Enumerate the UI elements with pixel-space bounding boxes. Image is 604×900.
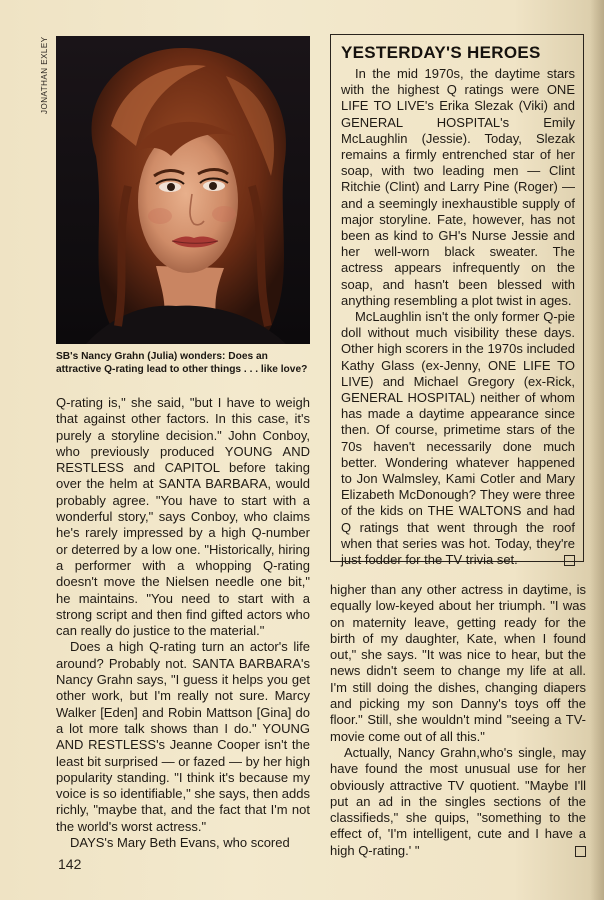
portrait-illustration	[56, 36, 310, 344]
portrait-photo	[56, 36, 310, 344]
article-paragraph: Does a high Q-rating turn an actor's life around? Probably not. SANTA BARBARA's Nancy Grahn says, "I guess it helps you get other work, but I'm really not sure. Marcy Walker [Eden] and Robin Mattson [Gina] do a lot more talk shows than I do." YOUNG AND RESTLESS's Jeanne Cooper isn't the least bit surprised — or fazed — by her high popularity standing. "I think it's because my voice is so identifiable," she says, then adds richly, "maybe that, and the fact that I'm not the world's worst actress."	[56, 639, 310, 834]
page-edge-shadow	[590, 0, 604, 900]
photo-caption: SB's Nancy Grahn (Julia) wonders: Does an attractive Q-rating lead to other things . . . like love?	[56, 351, 308, 375]
page-number: 142	[58, 856, 82, 872]
sidebar-box	[330, 34, 584, 568]
end-mark-icon	[564, 555, 575, 566]
sidebar-paragraph-text: McLaughlin isn't the only former Q-pie doll without much visibility these days. Other high scorers in the 1970s included Kathy Glass (ex-Jenny, ONE LIFE TO LIVE) and Michael Gregory (ex-Rick, GENERAL HOSPITAL) neither of whom has made a daytime appearance since then. Of course, primetime stars of the 70s haven't necessarily done much better. Wondering whatever happened to Jon Walmsley, Kami Cotler and Mary Elizabeth McDonough? They were three of the kids on THE WALTONS and had Q ratings that went through the roof when that series was hot. Today, they're just fodder for the TV trivia set.	[341, 309, 575, 568]
article-paragraph-text: Actually, Nancy Grahn,who's single, may have found the most unusual use for her obviously attractive TV quotient. "Maybe I'll put an ad in the singles sections of the classifieds," she quips, "something to the effect of, 'I'm intelligent, cute and I have a high Q-rating.' "	[330, 744, 586, 858]
sidebar-paragraph	[341, 309, 575, 568]
sidebar-title: YESTERDAY'S HEROES	[341, 43, 541, 62]
article-paragraph: higher than any other actress in daytime, is equally low-keyed about her triumph. "I was on maternity leave, getting ready for the birth of my daughter, Kate, when I found out," she says. "It was nice to hear, but the news didn't seem to change my life at all. I'm still doing the dishes, changing diapers and picking my son Danny's toys off the floor." Still, she wouldn't mind "seeing a TV-movie come out of all this."	[330, 582, 586, 744]
article-paragraph	[330, 745, 586, 859]
sidebar-paragraph: In the mid 1970s, the daytime stars with the highest Q ratings were ONE LIFE TO LIVE's Erika Slezak (Viki) and GENERAL HOSPITAL's Emily McLaughlin (Jessie). Today, Slezak remains a firmly entrenched star of her soap, with two leading men — Clint Ritchie (Clint) and Larry Pine (Roger) — and a seemingly inexhaustible supply of major storyline. Fate, however, has not been as kind to GH's Nurse Jessie and her well-worn black sweater. The actress appears infrequently on the soap, and hasn't been blessed with anything resembling a plot twist in ages.	[341, 66, 575, 308]
article-paragraph: Q-rating is," she said, "but I have to weigh that against other factors. In this case, it's purely a storyline decision." John Conboy, who previously produced YOUNG AND RESTLESS and CAPITOL before taking over the helm at SANTA BARBARA, would probably agree. "You have to start with a wonderful story," says Conboy, who claims he's rarely impressed by a high Q-number or deterred by a low one. "Historically, hiring a performer with a whopping Q-rating doesn't move the Nielsen needle one bit," he maintains. "You need to start with a strong script and then find gifted actors who can really do justice to the material."	[56, 395, 310, 639]
article-left-column	[56, 395, 310, 851]
article-paragraph: DAYS's Mary Beth Evans, who scored	[70, 835, 290, 851]
end-mark-icon	[575, 846, 586, 857]
article-right-column	[330, 582, 586, 859]
photo-credit: JONATHAN EXLEY	[40, 36, 49, 114]
